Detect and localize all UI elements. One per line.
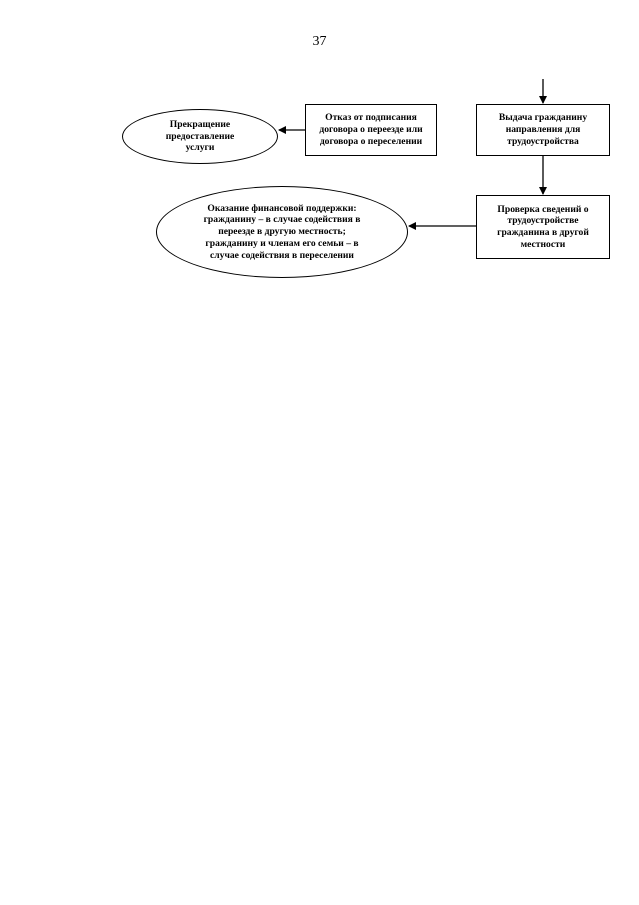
node-financial-support: Оказание финансовой поддержки: гражданину – в случае содействия в переезде в другую местность; гражданину и членам его семьи – в случае содействия в переселении	[156, 186, 408, 278]
node-issue-referral: Выдача гражданину направления для трудоустройства	[476, 104, 610, 156]
node-termination: Прекращение предоставление услуги	[122, 109, 278, 164]
page-number: 37	[312, 34, 327, 49]
node-verify: Проверка сведений о трудоустройстве гражданина в другой местности	[476, 195, 610, 259]
node-refusal: Отказ от подписания договора о переезде или договора о переселении	[305, 104, 437, 156]
